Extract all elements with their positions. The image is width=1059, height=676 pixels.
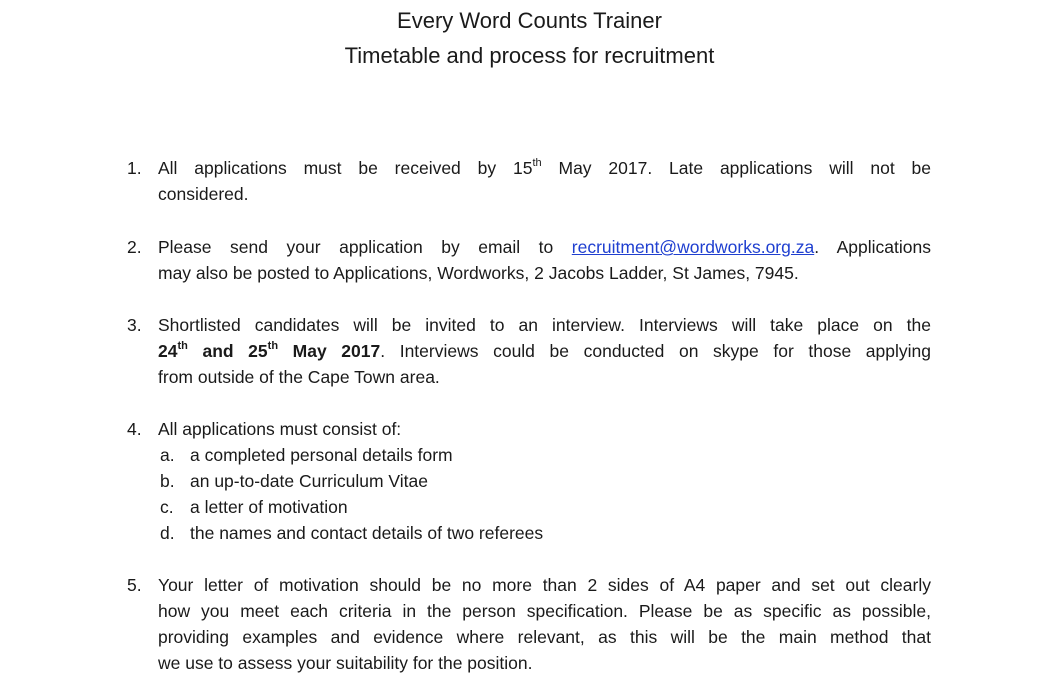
sub-item-text: a letter of motivation <box>190 497 348 517</box>
list-item-3 <box>127 312 931 390</box>
item-line: from outside of the Cape Town area. <box>158 367 440 387</box>
sub-item-text: an up-to-date Curriculum Vitae <box>190 471 428 491</box>
item-line: 24th and 25th May 2017. Interviews could be conducted on skype for those applying <box>158 340 931 361</box>
item-number: 1. <box>127 158 142 178</box>
sub-item-a <box>127 442 931 468</box>
item-number: 5. <box>127 575 142 595</box>
sub-item-c <box>127 494 931 520</box>
item-line: how you meet each criteria in the person specification. Please be as specific as possible, <box>158 601 931 621</box>
item-line: Please send your application by email to recruitment@wordworks.org.za. Applications <box>158 237 931 257</box>
item-number: 2. <box>127 237 142 257</box>
item-text <box>158 155 931 207</box>
item-text <box>158 234 931 286</box>
item-line: Your letter of motivation should be no more than 2 sides of A4 paper and set out clearly <box>158 575 931 595</box>
item-line: we use to assess your suitability for the position. <box>158 653 533 673</box>
item-line: Shortlisted candidates will be invited to an interview. Interviews will take place on the <box>158 315 931 335</box>
document-title: Every Word Counts Trainer <box>397 8 662 33</box>
sub-item-d <box>127 520 931 546</box>
sub-item-letter: b. <box>160 471 175 491</box>
sub-item-text: the names and contact details of two referees <box>190 523 544 543</box>
item-text <box>158 312 931 390</box>
sub-item-text: a completed personal details form <box>190 445 453 465</box>
sub-item-letter: d. <box>160 523 175 543</box>
item-text <box>158 572 931 676</box>
item-line: may also be posted to Applications, Wordworks, 2 Jacobs Ladder, St James, 7945. <box>158 263 799 283</box>
item-line: considered. <box>158 184 249 204</box>
item-line: All applications must consist of: <box>158 419 402 439</box>
item-text <box>158 416 931 442</box>
sub-item-b <box>127 468 931 494</box>
list-item-2 <box>127 234 931 286</box>
list-item-1 <box>127 155 931 207</box>
item-line: providing examples and evidence where relevant, as this will be the main method that <box>158 627 931 647</box>
list-item-4 <box>127 416 931 546</box>
list-item-5 <box>127 572 931 676</box>
interview-dates: 24th and 25th May 2017 <box>158 340 381 361</box>
recruitment-email-link[interactable]: recruitment@wordworks.org.za <box>571 237 815 257</box>
item-number: 3. <box>127 315 142 335</box>
sub-item-letter: c. <box>160 497 174 517</box>
document-subtitle: Timetable and process for recruitment <box>344 43 715 68</box>
item-number: 4. <box>127 419 142 439</box>
item-line: All applications must be received by 15th May 2017. Late applications will not be <box>158 157 932 178</box>
sub-item-letter: a. <box>160 445 175 465</box>
